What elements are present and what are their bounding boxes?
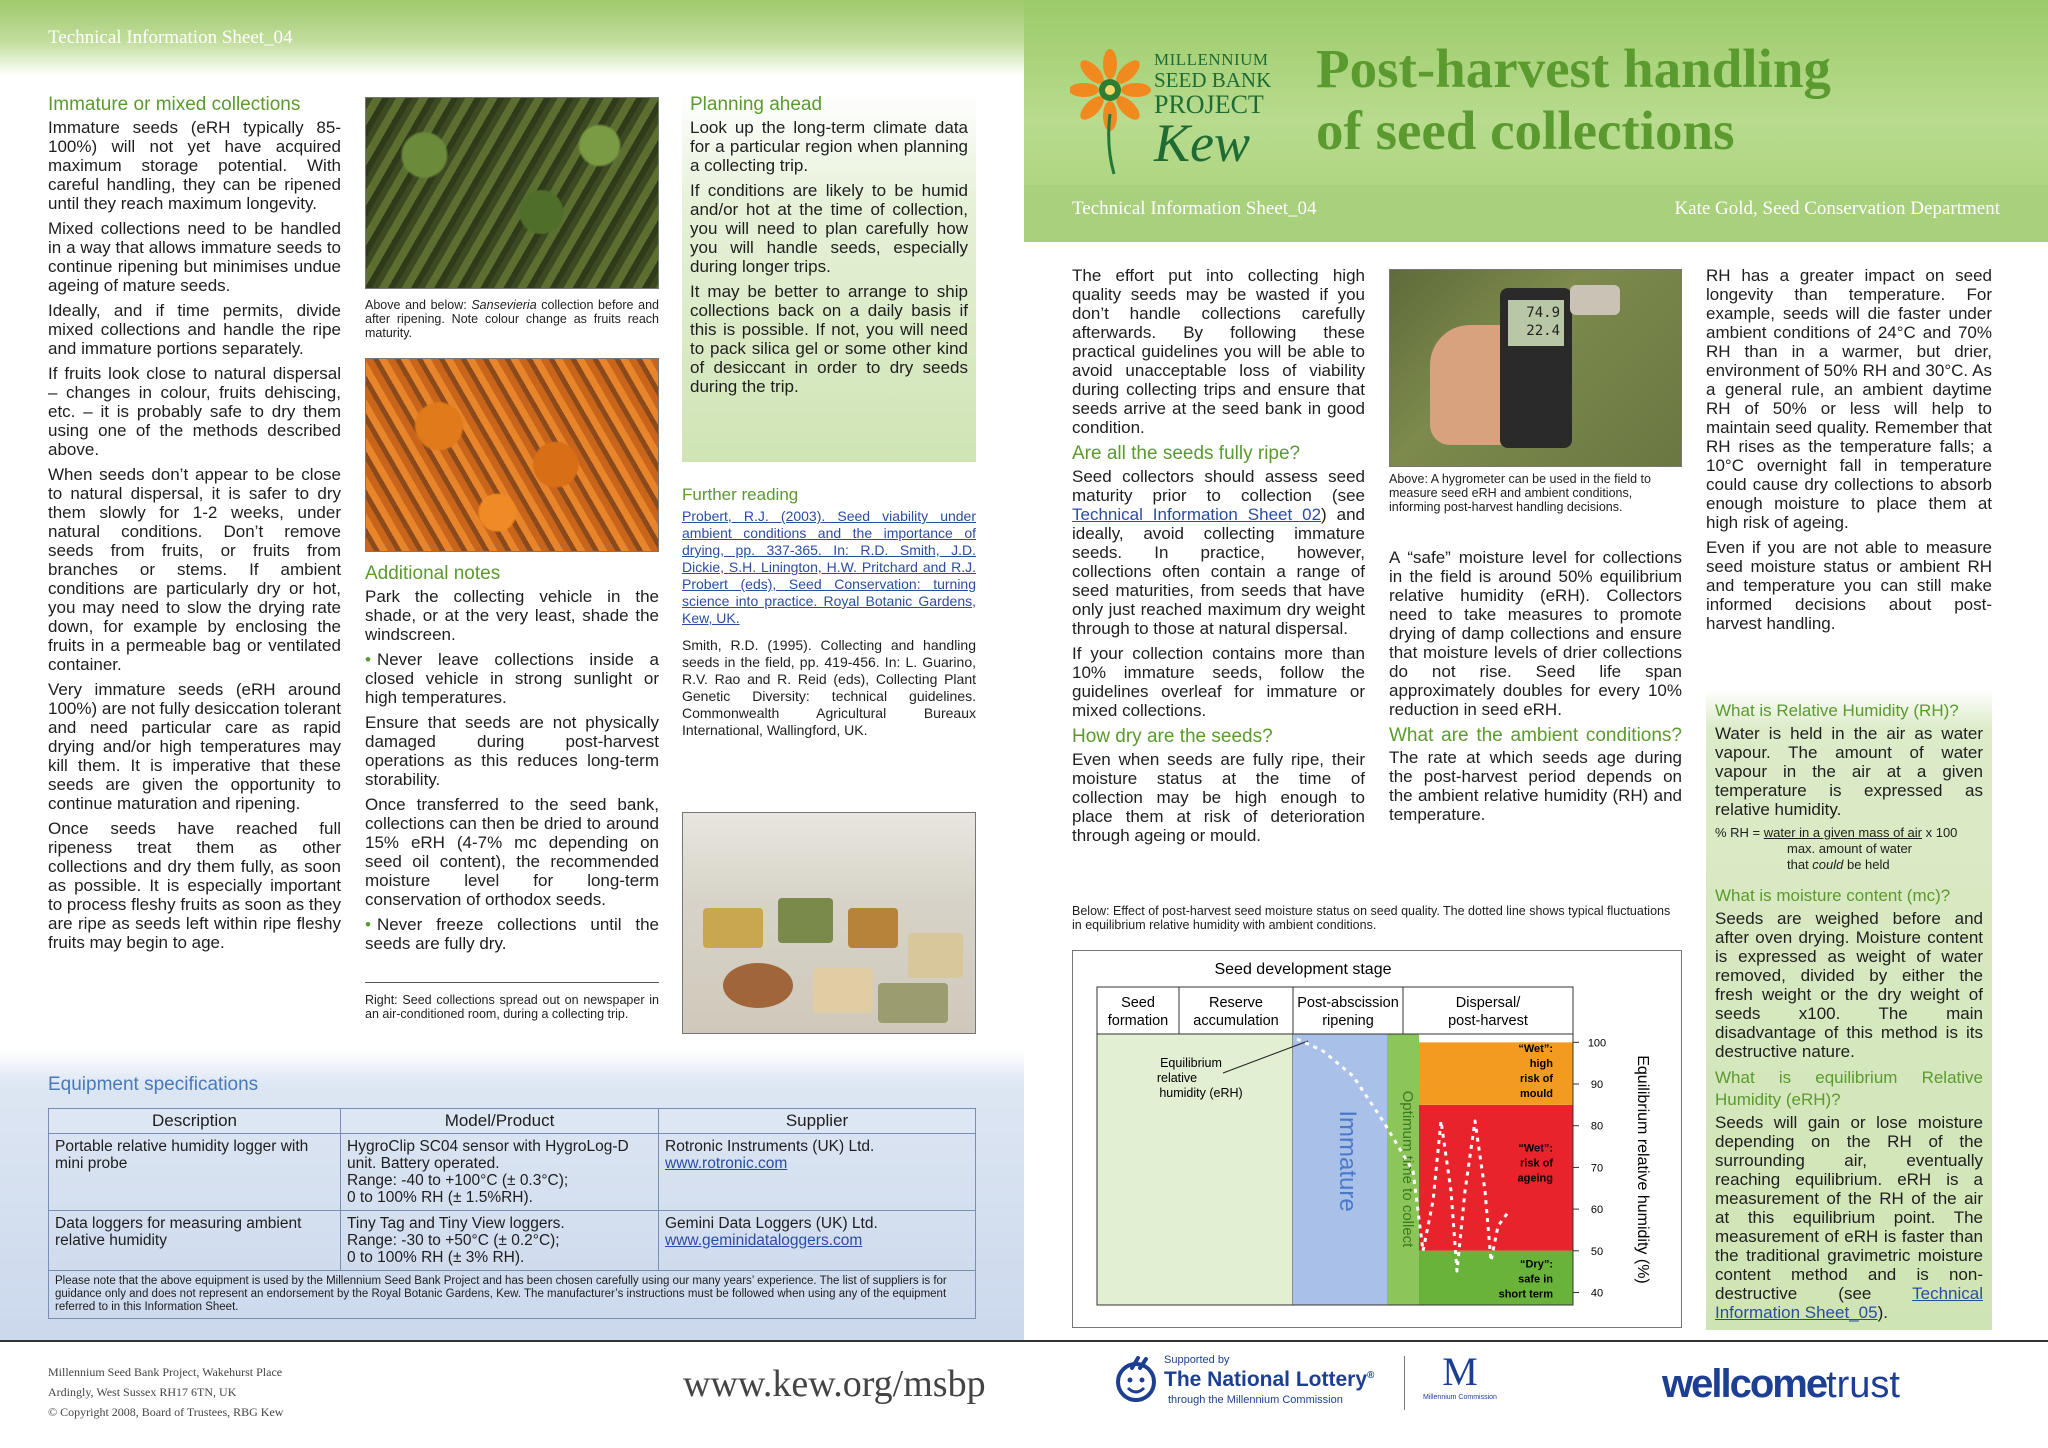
seed-collections-photo — [682, 812, 976, 1034]
lottery-sub: through the Millennium Commission — [1168, 1394, 1343, 1406]
erh-chart-frame — [1072, 950, 1682, 1328]
zone-label: risk of — [1519, 1073, 1553, 1085]
heading-planning-ahead: Planning ahead — [690, 94, 823, 115]
crossed-fingers-icon — [1112, 1356, 1160, 1408]
zone-label: short term — [1498, 1288, 1553, 1301]
paragraph: When seeds don’t appear to be close to natural dispersal, it is safer to dry them slowly for 1-2 weeks, under natural conditions. Don’t remove seeds from fruits, or fruits from branches or stems. If ambient conditions are particularly dry or hot, you may need to slow the drying rate down, for example by enclosing the fruits in a permeable bag or ventilated container. — [48, 465, 341, 674]
title-line-2: of seed collections — [1316, 100, 1735, 161]
paragraph: Once transferred to the seed bank, collections can then be dried to around 15% eRH (4-7% mc depending on seed oil content), the recommended moisture level for long-term conservation of orthodox seeds. — [365, 795, 659, 909]
y-tick-label: 90 — [1590, 1079, 1604, 1092]
meter-reading-2: 22.4 — [1526, 323, 1560, 339]
erh-label: relative — [1156, 1071, 1198, 1085]
column-header: Supplier — [659, 1109, 976, 1134]
paragraph: Even when seeds are fully ripe, their moisture status at the time of collection may be high enough to place them at risk of deterioration through ageing or mould. — [1072, 750, 1365, 845]
stage-label: Reserve — [1209, 995, 1263, 1011]
paragraph: A “safe” moisture level for collections in the field is around 50% equilibrium relative humidity (eRH). Collectors need to take measures to promote drying of damp collections and ensure that moisture levels of drier collections do not rise. Seed life span approximately doubles for every 10% reduction in seed eRH. — [1389, 548, 1682, 719]
table-row — [49, 1134, 976, 1211]
sunflower-icon — [1070, 46, 1154, 176]
paragraph: Ensure that seeds are not physically damaged during post-harvest operations as this reduces long-term storability. — [365, 713, 659, 789]
gemini-link[interactable]: www.geminidataloggers.com — [665, 1232, 863, 1249]
column-intro — [1072, 266, 1365, 851]
erh-chart — [1073, 951, 1681, 1327]
zone-label: “Dry”: — [1519, 1258, 1553, 1271]
stage-label: ripening — [1322, 1013, 1374, 1029]
paragraph: It may be better to arrange to ship collections back on a daily basis if this is possible. If not, you will need to pack silica gel or some other kind of desiccant in order to dry seeds during the trip. — [690, 282, 968, 396]
logo-kew: Kew — [1154, 113, 1251, 173]
zone-label: “Wet”: — [1518, 1043, 1553, 1055]
logo-separator — [1404, 1356, 1405, 1410]
tis-02-link[interactable]: Technical Information Sheet 02 — [1072, 505, 1322, 524]
column-rh-impact — [1706, 266, 1992, 639]
y-tick-label: 50 — [1590, 1245, 1604, 1258]
national-lottery-logo — [1112, 1352, 1402, 1412]
paragraph: Water is held in the air as water vapour. The amount of water vapour in the air at a given temperature is expressed as relative humidity. — [1715, 724, 1983, 819]
heading-what-is-rh: What is Relative Humidity (RH)? — [1715, 701, 1959, 720]
left-sheet-label: Technical Information Sheet_04 — [48, 27, 293, 48]
equipment-heading: Equipment specifications — [48, 1074, 259, 1095]
y-tick-label: 80 — [1590, 1120, 1604, 1133]
logo-text-1: MILLENNIUM — [1154, 50, 1269, 69]
stage-label: Post-abscission — [1297, 995, 1399, 1011]
paragraph: Seeds will gain or lose moisture depending on the RH of the surrounding air, eventually reaching equilibrium. eRH is a measurement of the RH of the air at this equilibrium point. The measurement of eRH is faster than the traditional gravimetric moisture content method and is non-destructive (see Technical Information Sheet_05). — [1715, 1113, 1983, 1322]
hygrometer-photo — [1389, 269, 1682, 467]
stage-label: Dispersal/ — [1455, 995, 1521, 1011]
table-cell: Gemini Data Loggers (UK) Ltd. www.geminidataloggers.com — [659, 1211, 976, 1271]
bullet-item: • Never leave collections inside a closed vehicle in strong sunlight or high temperatures. — [365, 650, 659, 707]
y-tick-label: 100 — [1587, 1037, 1607, 1050]
sansevieria-green-photo — [365, 97, 659, 289]
chart-title: Seed development stage — [1214, 961, 1392, 978]
logo-text-3: PROJECT — [1154, 90, 1264, 119]
reference-link-probert[interactable]: Probert, R.J. (2003). Seed viability under ambient conditions and the importance of drying, pp. 337-365. In: R.D. Smith, J.D. Dickie, S.H. Linington, H.W. Pritchard and R.J. Probert (eds), Seed Conservation: turning science into practice. Royal Botanic Gardens, Kew, UK. — [682, 508, 976, 626]
paragraph: Once seeds have reached full ripeness treat them as other collections and dry them fully, as soon as possible. It is especially important to process fleshy fruits as soon as they are ripe as seeds left within ripe fleshy fruits may begin to age. — [48, 819, 341, 952]
millennium-commission-logo — [1420, 1350, 1500, 1401]
paragraph: If your collection contains more than 10% immature seeds, follow the guidelines overleaf for immature or mixed collections. — [1072, 644, 1365, 720]
paragraph: RH has a greater impact on seed longevity than temperature. For example, seeds will die faster under ambient conditions of 24°C and 70% RH than in a warmer, but drier, environment of 50% RH and 30°C. As a general rule, an ambient daytime RH of 50% or less will help to maintain seed quality. Remember that RH rises as the temperature falls; a 10°C overnight fall in temperature could cause dry collections to absorb enough moisture to place them at high risk of ageing. — [1706, 266, 1992, 532]
column-header: Model/Product — [341, 1109, 659, 1134]
planning-ahead-box — [682, 92, 976, 462]
equipment-table — [48, 1108, 976, 1319]
y-tick-label: 60 — [1590, 1204, 1604, 1217]
y-axis-label: Equilibrium relative humidity (%) — [1634, 1055, 1651, 1284]
supported-by-label: Supported by — [1164, 1354, 1230, 1366]
stage-label: post-harvest — [1448, 1013, 1528, 1029]
paragraph: Even if you are not able to measure seed moisture status or ambient RH and temperature you can still make informed decisions about post-harvest handling. — [1706, 538, 1992, 633]
trust-word: trust — [1826, 1364, 1900, 1406]
table-cell: HygroClip SC04 sensor with HygroLog-D unit. Battery operated. Range: -40 to +100°C (± 0.3°C); 0 to 100% RH (± 1.5%RH). — [341, 1134, 659, 1211]
zone-label: “Wet”: — [1518, 1142, 1553, 1155]
paragraph: Park the collecting vehicle in the shade, or at the very least, shade the windscreen. — [365, 587, 659, 644]
zone-label: ageing — [1517, 1172, 1553, 1185]
right-sheet-label: Technical Information Sheet_04 — [1072, 198, 1317, 219]
heading-additional-notes: Additional notes — [365, 563, 501, 584]
chart-caption: Below: Effect of post-harvest seed moisture status on seed quality. The dotted line shows typical fluctuations in equilibrium relative humidity with ambient conditions. — [1072, 904, 1671, 932]
column-header: Description — [49, 1109, 341, 1134]
zone-label: high — [1529, 1058, 1553, 1070]
further-reading — [682, 484, 976, 739]
wellcome-trust-logo — [1662, 1362, 1900, 1407]
footer-address: Millennium Seed Bank Project, Wakehurst Place Ardingly, West Sussex RH17 6TN, UK © Copyright 2008, Board of Trustees, RBG Kew — [48, 1365, 284, 1419]
stage-label: Seed — [1121, 995, 1155, 1011]
heading-fully-ripe: Are all the seeds fully ripe? — [1072, 443, 1301, 464]
mc-letter: M — [1442, 1349, 1478, 1394]
table-cell: Data loggers for measuring ambient relative humidity — [49, 1211, 341, 1271]
zone-label: mould — [1520, 1088, 1553, 1100]
table-row — [49, 1271, 976, 1319]
equipment-table-wrap — [48, 1108, 976, 1319]
immature-label: Immature — [1334, 1110, 1361, 1212]
paragraph: Ideally, and if time permits, divide mixed collections and handle the ripe and immature portions separately. — [48, 301, 341, 358]
meter-reading-1: 74.9 — [1526, 305, 1560, 321]
heading-moisture-content: What is moisture content (mc)? — [1715, 886, 1951, 905]
table-cell: Portable relative humidity logger with mini probe — [49, 1134, 341, 1211]
tis-05-link[interactable]: Technical Information Sheet_05 — [1715, 1284, 1983, 1322]
paragraph: If fruits look close to natural dispersal – changes in colour, fruits dehiscing, etc. – it is probably safe to dry them using one of the methods described above. — [48, 364, 341, 459]
table-cell: Rotronic Instruments (UK) Ltd. www.rotronic.com — [659, 1134, 976, 1211]
zone-label: safe in — [1518, 1273, 1553, 1286]
optimum-label: Optimum time to collect — [1399, 1090, 1416, 1248]
zone-label: risk of — [1519, 1157, 1553, 1170]
column-immature — [48, 94, 341, 958]
intro-paragraph: The effort put into collecting high quality seeds may be wasted if you don’t handle collections carefully afterwards. By following these practical guidelines you will be able to avoid unacceptable loss of viability during collecting trips and ensure that seeds arrive at the seed bank in good condition. — [1072, 266, 1365, 437]
divider — [365, 982, 659, 983]
paragraph: Seed collectors should assess seed maturity prior to collection (see Technical Information Sheet 02) and ideally, avoid collecting immature seeds. In practice, however, collections often contain a range of seed maturities, from seeds that have only just reached maximum dry weight through to those at natural dispersal. — [1072, 467, 1366, 638]
logo-text-2: SEED BANK — [1154, 68, 1272, 92]
heading-further-reading: Further reading — [682, 485, 799, 504]
msbp-logo — [1070, 46, 1280, 176]
paragraph: Very immature seeds (eRH around 100%) are not fully desiccation tolerant and need particular care as rapid drying and/or high temperatures may kill them. It is imperative that these seeds are given the opportunity to continue maturation and ripening. — [48, 680, 341, 813]
collections-caption: Right: Seed collections spread out on newspaper in an air-conditioned room, during a collecting trip. — [365, 993, 659, 1021]
paragraph: Mixed collections need to be handled in a way that allows immature seeds to continue ripening but minimises undue ageing of mature seeds. — [48, 219, 341, 295]
y-tick-label: 40 — [1590, 1287, 1604, 1300]
stage-label: formation — [1107, 1013, 1169, 1029]
erh-label: humidity (eRH) — [1159, 1086, 1243, 1100]
equipment-note: Please note that the above equipment is used by the Millennium Seed Bank Project and has been chosen carefully using our many years’ experience. The list of suppliers is for guidance only and does not represent an endorsement by the Royal Botanic Gardens, Kew. The manufacturer’s instructions must be followed when using any of the equipment referred to in this Information Sheet. — [49, 1271, 976, 1319]
paragraph: Look up the long-term climate data for a particular region when planning a collecting trip. — [690, 118, 968, 175]
bullet-item: • Never freeze collections until the seeds are fully dry. — [365, 915, 659, 953]
mc-label: Millennium Commission — [1423, 1394, 1497, 1401]
heading-how-dry: How dry are the seeds? — [1072, 726, 1273, 747]
table-cell: Tiny Tag and Tiny View loggers. Range: -30 to +50°C (± 0.2°C); 0 to 100% RH (± 3% RH). — [341, 1211, 659, 1271]
heading-ambient-conditions: What are the ambient conditions? — [1389, 725, 1682, 746]
heading-immature: Immature or mixed collections — [48, 94, 301, 115]
paragraph: Seeds are weighed before and after oven drying. Moisture content is expressed as weight of water removed, divided by either the fresh weight or the dry weight of seeds x100. The main disadvantage of this method is its destructive nature. — [1715, 909, 1983, 1061]
footer-divider — [0, 1340, 2048, 1342]
erh-label: Equilibrium — [1160, 1056, 1222, 1070]
definitions-box — [1706, 690, 1992, 1330]
reference-smith: Smith, R.D. (1995). Collecting and handling seeds in the field, pp. 419-456. In: L. Guarino, R.V. Rao and R. Reid (eds), Collecting Plant Genetic Diversity: technical guidelines. Commonwealth Agricultural Bureaux International, Wallingford, UK. — [682, 637, 976, 738]
stage-label: accumulation — [1193, 1013, 1279, 1029]
paragraph: If conditions are likely to be humid and/or hot at the time of collection, you will need to plan carefully how you will handle seeds, especially during longer trips. — [690, 181, 968, 276]
rotronic-link[interactable]: www.rotronic.com — [665, 1155, 788, 1172]
paragraph: The rate at which seeds age during the post-harvest period depends on the ambient relative humidity (RH) and temperature. — [1389, 748, 1682, 824]
table-row — [49, 1211, 976, 1271]
heading-erh: What is equilibrium Relative Humidity (eRH)? — [1715, 1068, 1983, 1109]
lottery-name: The National Lottery® — [1164, 1368, 1375, 1391]
y-tick-label: 70 — [1590, 1162, 1604, 1175]
sansevieria-orange-photo — [365, 358, 659, 552]
column-additional-notes — [365, 563, 659, 959]
hygrometer-caption: Above: A hygrometer can be used in the field to measure seed eRH and ambient conditions, informing post-harvest handling decisions. — [1389, 472, 1651, 514]
paragraph: Immature seeds (eRH typically 85-100%) will not yet have acquired maximum storage potential. With careful handling, they can be ripened until they reach maximum longevity. — [48, 118, 341, 213]
title-line-1: Post-harvest handling — [1316, 38, 1831, 99]
website-link[interactable]: www.kew.org/msbp — [683, 1363, 986, 1405]
sansevieria-caption: Above and below: Sansevieria collection before and after ripening. Note colour change as fruits reach maturity. — [365, 298, 659, 340]
wellcome-word: wellcome — [1662, 1362, 1827, 1406]
rh-formula: % RH = water in a given mass of air x 100 max. amount of water that could be held — [1715, 825, 1958, 872]
column-safe-moisture — [1389, 548, 1682, 830]
author-label: Kate Gold, Seed Conservation Department — [1674, 198, 2000, 219]
